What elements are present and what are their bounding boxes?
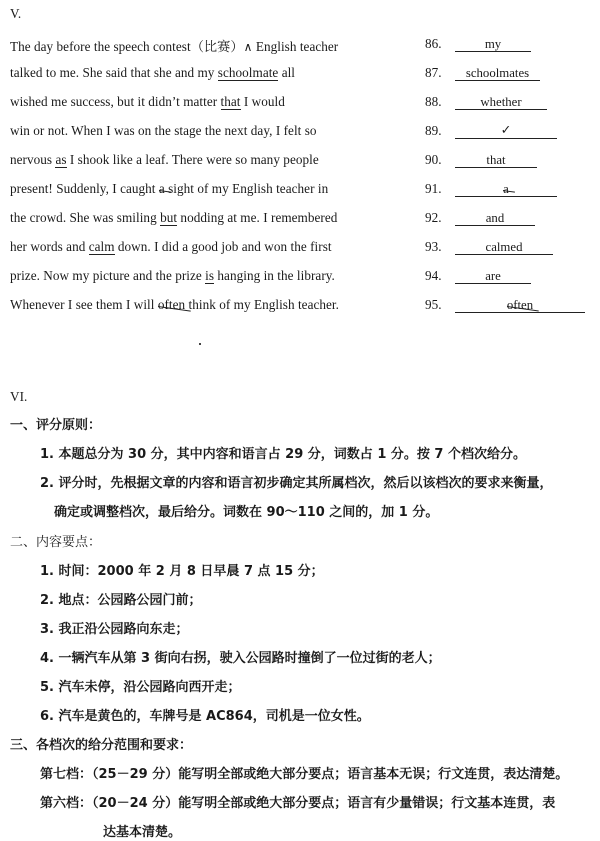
- answer-number: 88.: [425, 94, 442, 109]
- passage-text: down. I did a good job and won the first: [114, 239, 332, 254]
- part1-item: 2. 评分时，先根据文章的内容和语言初步确定其所属档次，然后以该档次的要求来衡量，: [40, 476, 553, 491]
- passage-text: I would: [240, 94, 285, 109]
- part1-heading: 一、评分原则：: [10, 418, 102, 433]
- underlined-error: that: [220, 94, 241, 109]
- part2-item: 2. 地点：公园路公园门前；: [40, 593, 202, 608]
- section-v-title: V.: [10, 6, 22, 21]
- passage-line: [10, 36, 338, 55]
- part2-item: 5. 汽车未停，沿公园路向西开走；: [40, 680, 241, 695]
- part3-item: 第六档：（20－24 分）能写明全部或绝大部分要点；语言有少量错误；行文基本连贯，表: [40, 796, 556, 811]
- part3-heading: 三、各档次的给分范围和要求：: [10, 738, 193, 753]
- passage-text: Whenever I see them I will: [10, 297, 158, 312]
- answer-blank: are: [455, 269, 531, 284]
- passage-text: talked to me. She said that she and my: [10, 65, 218, 80]
- struck-word: a: [503, 182, 509, 196]
- passage-text: prize. Now my picture and the prize: [10, 268, 206, 283]
- passage-line: [10, 239, 332, 255]
- part1-item: 1. 本题总分为 30 分，其中内容和语言占 29 分，词数占 1 分。按 7 个档次给分。: [40, 447, 526, 462]
- passage-line: [10, 297, 339, 313]
- passage-line: [10, 94, 285, 110]
- struck-word: often: [506, 298, 534, 312]
- passage-text: her words and: [10, 239, 89, 254]
- passage-text: think of my English teacher.: [185, 297, 339, 312]
- passage-text: I shook like a leaf. There were so many people: [66, 152, 319, 167]
- underlined-error: is: [205, 268, 215, 283]
- answer-blank: [455, 298, 585, 313]
- answer-number: 86.: [425, 36, 442, 51]
- answer-number: 91.: [425, 181, 442, 196]
- answer-number: 87.: [425, 65, 442, 80]
- passage-text: sight of my English teacher in: [164, 181, 329, 196]
- answer-blank: and: [455, 211, 535, 226]
- answer-blank: [455, 182, 557, 197]
- answer-number: 92.: [425, 210, 442, 225]
- struck-word: a: [158, 181, 165, 196]
- part3-item: 第七档：（25－29 分）能写明全部或绝大部分要点；语言基本无误；行文连贯，表达清楚。: [40, 767, 569, 782]
- passage-line: [10, 210, 337, 226]
- speck: [199, 343, 201, 345]
- passage-line: [10, 65, 295, 81]
- insertion-caret: ∧: [243, 40, 253, 54]
- answer-number: 94.: [425, 268, 442, 283]
- passage-line: win or not. When I was on the stage the next day, I felt so: [10, 123, 317, 138]
- part1-item-continued: 确定或调整档次，最后给分。词数在 90～110 之间的，加 1 分。: [54, 505, 439, 520]
- underlined-error: as: [55, 152, 67, 167]
- part2-item: 1. 时间：2000 年 2 月 8 日早晨 7 点 15 分；: [40, 564, 324, 579]
- passage-text: nervous: [10, 152, 56, 167]
- passage-text: hanging in the library.: [214, 268, 335, 283]
- part2-item: 6. 汽车是黄色的，车牌号是 AC864，司机是一位女性。: [40, 709, 370, 724]
- answer-blank: that: [455, 153, 537, 168]
- answer-checkmark: ✓: [455, 124, 557, 139]
- passage-text: nodding at me. I remembered: [177, 210, 338, 225]
- part2-heading: 二、内容要点：: [10, 535, 102, 550]
- answer-number: 89.: [425, 123, 442, 138]
- underlined-error: calm: [88, 239, 115, 254]
- answer-blank: schoolmates: [455, 66, 540, 81]
- passage-text: the crowd. She was smiling: [10, 210, 161, 225]
- part2-item: 4. 一辆汽车从第 3 街向右拐，驶入公园路时撞倒了一位过街的老人；: [40, 651, 441, 666]
- passage-text: The day before the speech contest（比赛）: [10, 39, 244, 54]
- passage-text: wished me success, but it didn’t matter: [10, 94, 221, 109]
- underlined-error: schoolmate: [217, 65, 279, 80]
- answer-number: 93.: [425, 239, 442, 254]
- passage-line: [10, 268, 335, 284]
- answer-blank: whether: [455, 95, 547, 110]
- passage-line: [10, 152, 319, 168]
- passage-text: English teacher: [252, 39, 339, 54]
- passage-line: [10, 181, 328, 197]
- part2-item: 3. 我正沿公园路向东走；: [40, 622, 189, 637]
- part3-item-continued: 达基本清楚。: [103, 825, 182, 840]
- answer-blank: my: [455, 37, 531, 52]
- answer-number: 90.: [425, 152, 442, 167]
- passage-text: all: [278, 65, 296, 80]
- section-vi-title: VI.: [10, 389, 28, 404]
- passage-text: present! Suddenly, I caught: [10, 181, 159, 196]
- underlined-error: but: [160, 210, 178, 225]
- answer-number: 95.: [425, 297, 442, 312]
- answer-blank: calmed: [455, 240, 553, 255]
- struck-word: often: [157, 297, 186, 312]
